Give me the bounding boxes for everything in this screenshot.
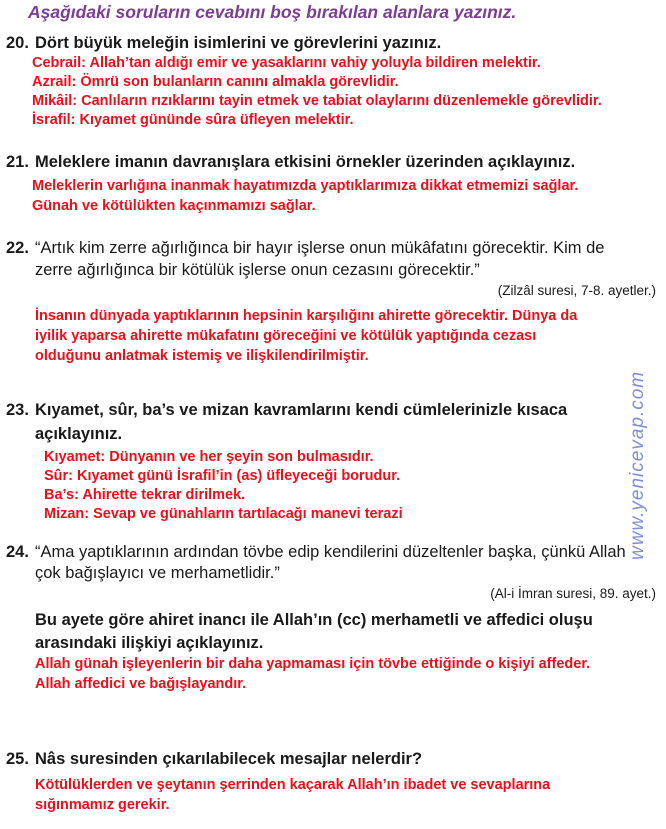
question-text: Kıyamet, sûr, ba’s ve mizan kavramlarını kendi cümlelerinizle kısaca (35, 401, 568, 419)
verse-line: çok bağışlayıcı ve merhametlidir.” (35, 564, 280, 582)
question-number: 21. (6, 153, 29, 171)
answer-line: Kötülüklerden ve şeytanın şerrinden kaçarak Allah’ın ibadet ve sevaplarına (35, 777, 551, 793)
answer-line: İsrafil: Kıyamet gününde sûra üfleyen melektir. (32, 112, 354, 128)
answer-line: Mikâil: Canlıların rızıklarını tayin etmek ve tabiat olaylarını düzenlemekle görevlidir. (32, 93, 602, 109)
answer-line: Cebrail: Allah’tan aldığı emir ve yasaklarını vahiy yoluyla bildiren melektir. (32, 55, 541, 71)
answer-line: Kıyamet: Dünyanın ve her şeyin son bulmasıdır. (44, 449, 374, 465)
answer-line: iyilik yaparsa ahirette mükafatını göreceğini ve kötülük yaptığında cezası (35, 328, 537, 344)
question-text: Dört büyük meleğin isimlerini ve görevlerini yazınız. (35, 34, 442, 52)
question-text: açıklayınız. (35, 425, 123, 443)
question-number: 23. (6, 401, 29, 419)
question-number: 22. (6, 239, 29, 257)
question-number: 25. (6, 750, 29, 768)
verse-line: “Artık kim zerre ağırlığınca bir hayır işlerse onun mükâfatını görecektir. Kim de (35, 239, 605, 257)
answer-line: İnsanın dünyada yaptıklarının hepsinin karşılığını ahirette görecektir. Dünya da (35, 308, 578, 324)
answer-line: Ba’s: Ahirette tekrar dirilmek. (44, 487, 246, 503)
question-number: 24. (6, 543, 29, 561)
answer-line: Mizan: Sevap ve günahların tartılacağı manevi terazi (44, 506, 403, 522)
answer-line: sığınmamız gerekir. (35, 797, 170, 813)
verse-line: zerre ağırlığınca bir kötülük işlerse onun cezasını görecektir.” (35, 261, 480, 279)
answer-line: Meleklerin varlığına inanmak hayatımızda yaptıklarımıza dikkat etmemizi sağlar. (32, 178, 579, 194)
answer-line: Günah ve kötülükten kaçınmamızı sağlar. (32, 198, 316, 214)
page-title: Aşağıdaki soruların cevabını boş bırakılan alanlara yazınız. (28, 2, 517, 22)
question-text: arasındaki ilişkiyi açıklayınız. (35, 634, 264, 652)
answer-line: Sûr: Kıyamet günü İsrafil’in (as) üfleyeceği borudur. (44, 468, 401, 484)
question-text: Bu ayete göre ahiret inancı ile Allah’ın (cc) merhametli ve affedici oluşu (35, 611, 593, 629)
verse-line: “Ama yaptıklarının ardından tövbe edip kendilerini düzeltenler başka, çünkü Allah (35, 543, 626, 561)
answer-line: Azrail: Ömrü son bulanların canını almakla görevlidir. (32, 74, 399, 90)
verse-source: (Al-i İmran suresi, 89. ayet.) (490, 586, 656, 601)
question-text: Meleklere imanın davranışlara etkisini örnekler üzerinden açıklayınız. (35, 153, 576, 171)
answer-line: Allah affedici ve bağışlayandır. (35, 676, 247, 692)
watermark-text: www.yenicevap.com (627, 370, 648, 560)
verse-source: (Zilzâl suresi, 7-8. ayetler.) (497, 283, 656, 298)
answer-line: olduğunu anlatmak istemiş ve ilişkilendirilmiştir. (35, 348, 369, 364)
answer-line: Allah günah işleyenlerin bir daha yapmaması için tövbe ettiğinde o kişiyi affeder. (35, 656, 591, 672)
question-text: Nâs suresinden çıkarılabilecek mesajlar nelerdir? (35, 750, 423, 768)
question-number: 20. (6, 34, 29, 52)
